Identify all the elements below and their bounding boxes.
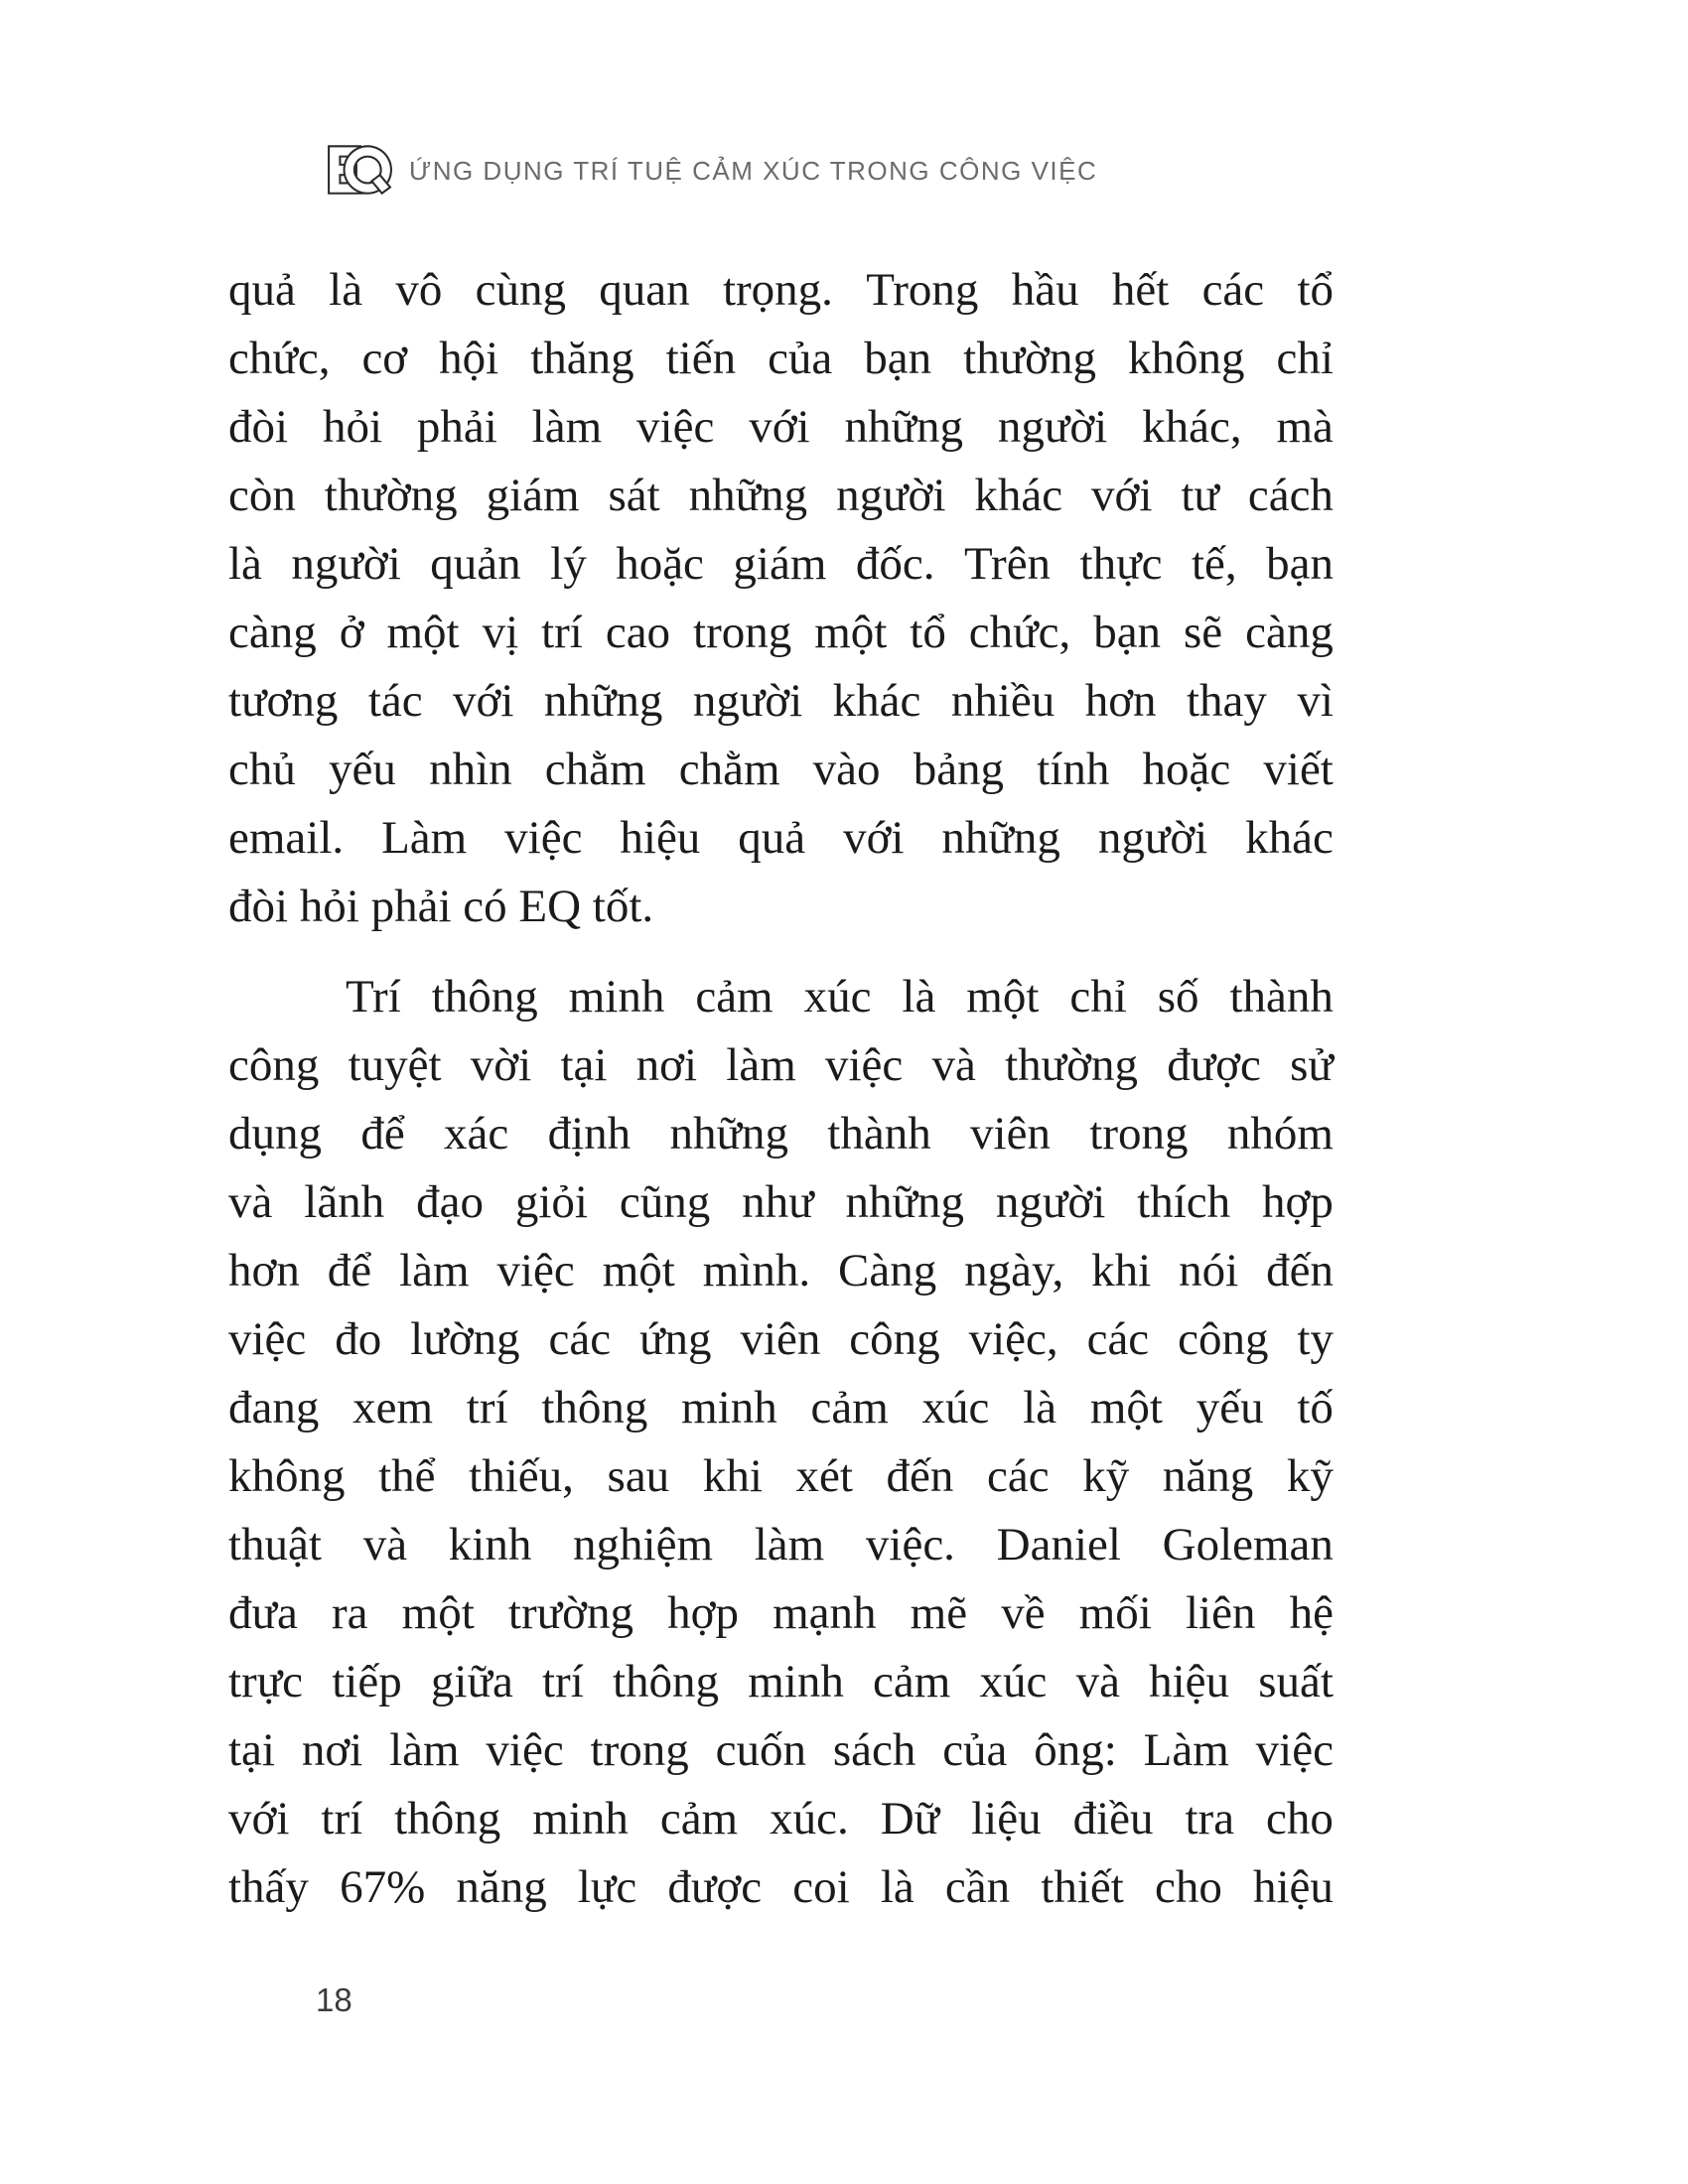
text-line: thuật và kinh nghiệm làm việc. Daniel Goleman (228, 1519, 1334, 1570)
text-line: càng ở một vị trí cao trong một tổ chức, bạn sẽ càng (228, 607, 1334, 658)
page-number: 18 (316, 1981, 352, 2018)
text-line: chủ yếu nhìn chằm chằm vào bảng tính hoặc viết (228, 744, 1334, 795)
paragraph (228, 963, 1334, 1922)
eq-logo-icon (326, 138, 393, 200)
text-line: và lãnh đạo giỏi cũng như những người thích hợp (228, 1176, 1334, 1228)
text-line: trực tiếp giữa trí thông minh cảm xúc và hiệu suất (228, 1656, 1334, 1707)
text-line: việc đo lường các ứng viên công việc, các công ty (228, 1313, 1334, 1365)
paragraph (228, 256, 1334, 941)
text-line: email. Làm việc hiệu quả với những người khác (228, 812, 1334, 864)
text-line: chức, cơ hội thăng tiến của bạn thường không chỉ (228, 333, 1334, 384)
running-head-title: ỨNG DỤNG TRÍ TUỆ CẢM XÚC TRONG CÔNG VIỆC (409, 155, 1098, 186)
text-line: còn thường giám sát những người khác với tư cách (228, 470, 1334, 521)
text-line: đưa ra một trường hợp mạnh mẽ về mối liên hệ (228, 1587, 1334, 1639)
text-line: với trí thông minh cảm xúc. Dữ liệu điều tra cho (228, 1793, 1334, 1844)
text-line: hơn để làm việc một mình. Càng ngày, khi nói đến (228, 1245, 1334, 1297)
text-line: là người quản lý hoặc giám đốc. Trên thực tế, bạn (228, 538, 1334, 590)
text-line: không thể thiếu, sau khi xét đến các kỹ năng kỹ (228, 1450, 1334, 1502)
text-line: dụng để xác định những thành viên trong nhóm (228, 1108, 1334, 1160)
page-header (326, 137, 1097, 201)
text-line: Trí thông minh cảm xúc là một chỉ số thành (346, 971, 1334, 1023)
text-line: thấy 67% năng lực được coi là cần thiết cho hiệu (228, 1861, 1334, 1913)
text-line: tại nơi làm việc trong cuốn sách của ông: Làm việc (228, 1724, 1334, 1776)
text-line: đòi hỏi phải làm việc với những người khác, mà (228, 401, 1334, 453)
text-line: công tuyệt vời tại nơi làm việc và thường được sử (228, 1039, 1334, 1091)
text-line: đang xem trí thông minh cảm xúc là một yếu tố (228, 1382, 1334, 1433)
body-text (228, 256, 1334, 1922)
text-line: đòi hỏi phải có EQ tốt. (228, 881, 654, 932)
text-line: tương tác với những người khác nhiều hơn thay vì (228, 675, 1334, 727)
text-line: quả là vô cùng quan trọng. Trong hầu hết các tổ (228, 264, 1334, 316)
